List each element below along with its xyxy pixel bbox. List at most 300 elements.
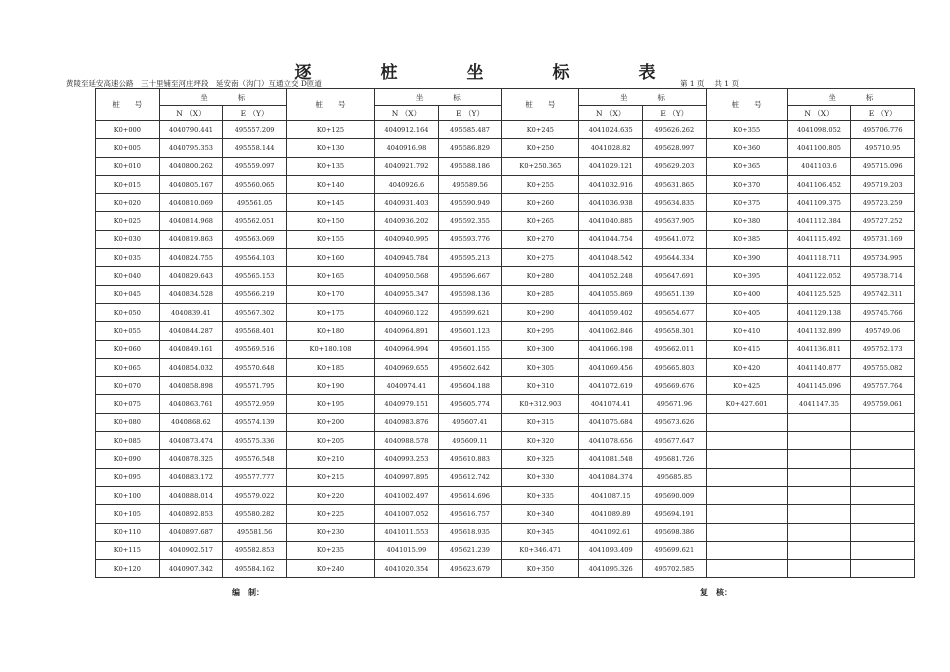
cell-n: 4040969.655: [375, 358, 439, 376]
cell-n: 4040902.517: [159, 541, 223, 559]
cell-n: 4040849.161: [159, 340, 223, 358]
table-row: [96, 413, 915, 431]
cell-e: 495577.777: [223, 468, 287, 486]
cell-station: K0+105: [96, 505, 160, 523]
cell-station: K0+140: [286, 175, 374, 193]
cell-e: 495560.065: [223, 175, 287, 193]
cell-station: K0+425: [706, 377, 787, 395]
cell-e: 495623.679: [438, 560, 502, 578]
table-row: [96, 358, 915, 376]
cell-e: 495755.082: [851, 358, 915, 376]
cell-station: K0+380: [706, 212, 787, 230]
cell-e: 495599.621: [438, 303, 502, 321]
cell-e: 495575.336: [223, 432, 287, 450]
table-row: [96, 322, 915, 340]
cell-n: 4041062.846: [579, 322, 643, 340]
cell-station: K0+320: [502, 432, 579, 450]
cell-e: 495571.795: [223, 377, 287, 395]
cell-e: [851, 523, 915, 541]
cell-station: K0+245: [502, 121, 579, 139]
cell-station: [706, 486, 787, 504]
cell-n: 4041052.248: [579, 267, 643, 285]
cell-n: [787, 486, 851, 504]
table-row: [96, 249, 915, 267]
table-row: [96, 395, 915, 413]
cell-e: 495570.648: [223, 358, 287, 376]
cell-e: 495609.11: [438, 432, 502, 450]
cell-e: 495614.696: [438, 486, 502, 504]
cell-e: 495690.009: [642, 486, 706, 504]
cell-n: 4040824.755: [159, 249, 223, 267]
cell-n: 4040810.069: [159, 194, 223, 212]
cell-station: K0+415: [706, 340, 787, 358]
cell-e: 495634.835: [642, 194, 706, 212]
cell-n: 4041066.198: [579, 340, 643, 358]
cell-n: 4041072.619: [579, 377, 643, 395]
cell-station: K0+365: [706, 157, 787, 175]
cell-n: 4040916.98: [375, 139, 439, 157]
cell-station: K0+255: [502, 175, 579, 193]
cell-e: [851, 432, 915, 450]
page-title: 逐 桩 坐 标 表: [294, 63, 682, 83]
cell-e: 495598.136: [438, 285, 502, 303]
cell-e: 495734.995: [851, 249, 915, 267]
cell-station: K0+020: [96, 194, 160, 212]
cell-n: 4040829.643: [159, 267, 223, 285]
cell-n: [787, 560, 851, 578]
cell-station: K0+075: [96, 395, 160, 413]
cell-e: [851, 541, 915, 559]
cell-e: 495593.776: [438, 230, 502, 248]
cell-station: K0+065: [96, 358, 160, 376]
cell-station: [706, 432, 787, 450]
cell-n: 4041081.548: [579, 450, 643, 468]
cell-e: 495616.757: [438, 505, 502, 523]
cell-e: 495576.548: [223, 450, 287, 468]
table-row: [96, 340, 915, 358]
cell-n: 4041147.35: [787, 395, 851, 413]
cell-n: 4040936.202: [375, 212, 439, 230]
cell-n: 4041112.384: [787, 212, 851, 230]
cell-e: 495579.022: [223, 486, 287, 504]
cell-n: 4041048.542: [579, 249, 643, 267]
cell-n: 4041098.052: [787, 121, 851, 139]
cell-e: 495673.626: [642, 413, 706, 431]
cell-e: 495731.169: [851, 230, 915, 248]
cell-e: 495602.642: [438, 358, 502, 376]
cell-n: 4041122.052: [787, 267, 851, 285]
cell-n: [787, 432, 851, 450]
cell-station: K0+305: [502, 358, 579, 376]
cell-e: 495610.883: [438, 450, 502, 468]
cell-station: K0+355: [706, 121, 787, 139]
cell-e: 495662.011: [642, 340, 706, 358]
cell-e: 495589.56: [438, 175, 502, 193]
cell-n: 4041015.99: [375, 541, 439, 559]
cell-e: 495647.691: [642, 267, 706, 285]
cell-e: 495559.097: [223, 157, 287, 175]
cell-n: 4040993.253: [375, 450, 439, 468]
cell-e: 495581.56: [223, 523, 287, 541]
cell-n: 4041059.402: [579, 303, 643, 321]
cell-e: 495567.302: [223, 303, 287, 321]
cell-e: 495595.213: [438, 249, 502, 267]
cell-e: 495757.764: [851, 377, 915, 395]
cell-n: 4041029.121: [579, 157, 643, 175]
cell-station: K0+270: [502, 230, 579, 248]
cell-n: 4040897.687: [159, 523, 223, 541]
cell-station: K0+180: [286, 322, 374, 340]
page-info: 第 1 页 共 1 页: [680, 79, 739, 88]
cell-station: K0+190: [286, 377, 374, 395]
cell-station: K0+030: [96, 230, 160, 248]
cell-station: K0+395: [706, 267, 787, 285]
cell-e: 495631.865: [642, 175, 706, 193]
table-row: [96, 450, 915, 468]
cell-e: 495749.06: [851, 322, 915, 340]
cell-e: 495580.282: [223, 505, 287, 523]
cell-station: K0+312.903: [502, 395, 579, 413]
cell-n: 4040964.891: [375, 322, 439, 340]
cell-station: K0+210: [286, 450, 374, 468]
cell-station: K0+240: [286, 560, 374, 578]
cell-e: 495685.85: [642, 468, 706, 486]
cell-e: 495569.516: [223, 340, 287, 358]
cell-n: 4040858.898: [159, 377, 223, 395]
cell-e: [851, 505, 915, 523]
cell-n: 4041087.15: [579, 486, 643, 504]
cell-station: K0+175: [286, 303, 374, 321]
document-subtitle: 黄陵至延安高速公路 三十里铺至河庄坪段 延安南（沟门）互通立交 D匝道: [66, 79, 322, 88]
cell-e: 495710.95: [851, 139, 915, 157]
cell-station: K0+220: [286, 486, 374, 504]
cell-station: K0+200: [286, 413, 374, 431]
header-e: E （Y）: [223, 106, 287, 121]
cell-station: K0+285: [502, 285, 579, 303]
cell-e: 495621.239: [438, 541, 502, 559]
cell-e: 495564.103: [223, 249, 287, 267]
cell-n: 4040907.342: [159, 560, 223, 578]
cell-station: K0+346.471: [502, 541, 579, 559]
cell-e: 495582.853: [223, 541, 287, 559]
cell-e: 495605.774: [438, 395, 502, 413]
cell-n: 4041074.41: [579, 395, 643, 413]
cell-e: 495706.776: [851, 121, 915, 139]
cell-n: 4041145.096: [787, 377, 851, 395]
cell-n: 4040805.167: [159, 175, 223, 193]
cell-e: 495745.766: [851, 303, 915, 321]
cell-n: 4040979.151: [375, 395, 439, 413]
table-row: [96, 230, 915, 248]
cell-station: K0+427.601: [706, 395, 787, 413]
cell-e: 495618.935: [438, 523, 502, 541]
cell-n: 4040931.403: [375, 194, 439, 212]
cell-n: 4041055.869: [579, 285, 643, 303]
cell-station: K0+115: [96, 541, 160, 559]
cell-station: K0+335: [502, 486, 579, 504]
cell-station: K0+345: [502, 523, 579, 541]
cell-e: 495585.487: [438, 121, 502, 139]
cell-e: 495671.96: [642, 395, 706, 413]
cell-n: 4040863.761: [159, 395, 223, 413]
cell-n: 4040955.347: [375, 285, 439, 303]
cell-n: 4040945.784: [375, 249, 439, 267]
cell-n: 4041078.656: [579, 432, 643, 450]
cell-e: 495719.203: [851, 175, 915, 193]
header-coord: 坐 标: [375, 89, 502, 106]
reviewer-label: 复 核：: [700, 587, 732, 597]
header-e: E （Y）: [438, 106, 502, 121]
cell-e: 495588.186: [438, 157, 502, 175]
cell-station: K0+400: [706, 285, 787, 303]
cell-n: 4041069.456: [579, 358, 643, 376]
cell-station: K0+340: [502, 505, 579, 523]
cell-n: 4040873.474: [159, 432, 223, 450]
cell-e: 495596.667: [438, 267, 502, 285]
cell-e: 495698.386: [642, 523, 706, 541]
cell-n: [787, 505, 851, 523]
cell-n: 4041011.553: [375, 523, 439, 541]
cell-station: K0+385: [706, 230, 787, 248]
cell-e: 495637.905: [642, 212, 706, 230]
cell-e: 495677.647: [642, 432, 706, 450]
cell-n: 4041044.754: [579, 230, 643, 248]
cell-station: K0+280: [502, 267, 579, 285]
cell-n: 4041109.375: [787, 194, 851, 212]
cell-n: 4041118.711: [787, 249, 851, 267]
table-row: [96, 541, 915, 559]
table-row: [96, 468, 915, 486]
cell-n: 4040892.853: [159, 505, 223, 523]
cell-e: 495658.301: [642, 322, 706, 340]
cell-e: 495742.311: [851, 285, 915, 303]
cell-station: K0+165: [286, 267, 374, 285]
table-row: [96, 560, 915, 578]
cell-e: 495699.621: [642, 541, 706, 559]
cell-e: 495592.355: [438, 212, 502, 230]
cell-station: K0+120: [96, 560, 160, 578]
cell-n: 4040983.876: [375, 413, 439, 431]
header-station: 桩 号: [286, 89, 374, 121]
cell-n: 4040819.863: [159, 230, 223, 248]
cell-e: 495644.334: [642, 249, 706, 267]
cell-e: 495612.742: [438, 468, 502, 486]
cell-e: [851, 413, 915, 431]
cell-n: 4041024.635: [579, 121, 643, 139]
cell-n: 4041032.916: [579, 175, 643, 193]
cell-n: [787, 523, 851, 541]
cell-station: K0+265: [502, 212, 579, 230]
cell-n: 4041040.885: [579, 212, 643, 230]
cell-station: K0+315: [502, 413, 579, 431]
cell-e: 495723.259: [851, 194, 915, 212]
cell-n: 4041092.61: [579, 523, 643, 541]
cell-n: 4041132.899: [787, 322, 851, 340]
cell-e: 495584.162: [223, 560, 287, 578]
cell-e: 495562.051: [223, 212, 287, 230]
cell-e: [851, 486, 915, 504]
cell-station: K0+195: [286, 395, 374, 413]
cell-n: 4041140.877: [787, 358, 851, 376]
cell-n: 4040814.968: [159, 212, 223, 230]
cell-station: [706, 560, 787, 578]
cell-n: 4040921.792: [375, 157, 439, 175]
cell-station: K0+360: [706, 139, 787, 157]
cell-n: 4040883.172: [159, 468, 223, 486]
table-row: [96, 303, 915, 321]
cell-station: K0+015: [96, 175, 160, 193]
cell-e: 495601.123: [438, 322, 502, 340]
header-n: N （X）: [579, 106, 643, 121]
cell-n: 4040926.6: [375, 175, 439, 193]
header-station: 桩 号: [502, 89, 579, 121]
cell-e: 495641.072: [642, 230, 706, 248]
cell-n: 4041125.525: [787, 285, 851, 303]
cell-station: K0+010: [96, 157, 160, 175]
cell-station: K0+040: [96, 267, 160, 285]
cell-station: K0+405: [706, 303, 787, 321]
cell-n: 4040988.578: [375, 432, 439, 450]
cell-e: 495563.069: [223, 230, 287, 248]
cell-station: K0+225: [286, 505, 374, 523]
header-n: N （X）: [159, 106, 223, 121]
cell-station: K0+260: [502, 194, 579, 212]
cell-station: K0+025: [96, 212, 160, 230]
cell-station: K0+170: [286, 285, 374, 303]
cell-station: K0+250: [502, 139, 579, 157]
cell-n: 4041007.052: [375, 505, 439, 523]
cell-station: K0+150: [286, 212, 374, 230]
cell-station: K0+080: [96, 413, 160, 431]
header-station: 桩 号: [96, 89, 160, 121]
cell-station: K0+205: [286, 432, 374, 450]
cell-station: [706, 541, 787, 559]
cell-n: 4041028.82: [579, 139, 643, 157]
cell-n: 4041115.492: [787, 230, 851, 248]
cell-n: 4041129.138: [787, 303, 851, 321]
cell-n: 4041093.409: [579, 541, 643, 559]
cell-station: K0+290: [502, 303, 579, 321]
header-coord: 坐 标: [159, 89, 286, 106]
cell-n: 4040964.994: [375, 340, 439, 358]
cell-station: K0+070: [96, 377, 160, 395]
header-n: N （X）: [787, 106, 851, 121]
cell-station: K0+230: [286, 523, 374, 541]
cell-e: 495566.219: [223, 285, 287, 303]
cell-station: K0+090: [96, 450, 160, 468]
cell-station: K0+410: [706, 322, 787, 340]
cell-station: [706, 413, 787, 431]
cell-station: K0+250.365: [502, 157, 579, 175]
table-row: [96, 175, 915, 193]
cell-e: 495628.997: [642, 139, 706, 157]
header-n: N （X）: [375, 106, 439, 121]
cell-station: K0+005: [96, 139, 160, 157]
cell-n: 4041075.684: [579, 413, 643, 431]
table-row: [96, 121, 915, 139]
cell-e: 495629.203: [642, 157, 706, 175]
cell-n: 4041020.354: [375, 560, 439, 578]
cell-e: 495561.05: [223, 194, 287, 212]
cell-n: 4040854.032: [159, 358, 223, 376]
cell-n: 4040839.41: [159, 303, 223, 321]
cell-e: [851, 468, 915, 486]
cell-e: 495607.41: [438, 413, 502, 431]
cell-n: [787, 413, 851, 431]
cell-e: 495604.188: [438, 377, 502, 395]
cell-station: K0+000: [96, 121, 160, 139]
table-row: [96, 139, 915, 157]
cell-station: K0+055: [96, 322, 160, 340]
cell-n: 4041002.497: [375, 486, 439, 504]
cell-n: [787, 450, 851, 468]
cell-n: 4040974.41: [375, 377, 439, 395]
cell-station: K0+375: [706, 194, 787, 212]
cell-station: K0+420: [706, 358, 787, 376]
cell-station: [706, 468, 787, 486]
cell-station: K0+085: [96, 432, 160, 450]
cell-n: 4041095.326: [579, 560, 643, 578]
cell-station: K0+215: [286, 468, 374, 486]
table-row: [96, 523, 915, 541]
cell-station: K0+045: [96, 285, 160, 303]
cell-e: 495752.173: [851, 340, 915, 358]
header-station: 桩 号: [706, 89, 787, 121]
cell-n: 4041084.374: [579, 468, 643, 486]
cell-e: 495601.155: [438, 340, 502, 358]
cell-station: K0+275: [502, 249, 579, 267]
coordinate-table: [95, 88, 915, 578]
cell-e: 495665.803: [642, 358, 706, 376]
cell-e: 495738.714: [851, 267, 915, 285]
header-e: E （Y）: [642, 106, 706, 121]
table-body: [96, 121, 915, 578]
header-coord: 坐 标: [579, 89, 706, 106]
cell-station: K0+155: [286, 230, 374, 248]
cell-station: K0+145: [286, 194, 374, 212]
header-e: E （Y）: [851, 106, 915, 121]
cell-station: K0+100: [96, 486, 160, 504]
cell-station: K0+390: [706, 249, 787, 267]
cell-e: 495715.096: [851, 157, 915, 175]
cell-e: 495626.262: [642, 121, 706, 139]
cell-n: 4040878.325: [159, 450, 223, 468]
cell-n: 4040790.441: [159, 121, 223, 139]
cell-station: K0+325: [502, 450, 579, 468]
cell-station: K0+135: [286, 157, 374, 175]
cell-e: 495654.677: [642, 303, 706, 321]
cell-n: 4040950.568: [375, 267, 439, 285]
cell-n: 4040940.995: [375, 230, 439, 248]
cell-station: K0+235: [286, 541, 374, 559]
cell-e: 495669.676: [642, 377, 706, 395]
table-row: [96, 285, 915, 303]
cell-station: [706, 523, 787, 541]
cell-station: K0+035: [96, 249, 160, 267]
cell-n: 4040912.164: [375, 121, 439, 139]
table-row: [96, 377, 915, 395]
cell-e: 495727.252: [851, 212, 915, 230]
cell-n: 4040795.353: [159, 139, 223, 157]
cell-station: K0+185: [286, 358, 374, 376]
table-row: [96, 157, 915, 175]
cell-n: [787, 468, 851, 486]
cell-e: [851, 450, 915, 468]
cell-station: K0+160: [286, 249, 374, 267]
cell-e: 495557.209: [223, 121, 287, 139]
cell-station: K0+130: [286, 139, 374, 157]
cell-station: K0+180.108: [286, 340, 374, 358]
